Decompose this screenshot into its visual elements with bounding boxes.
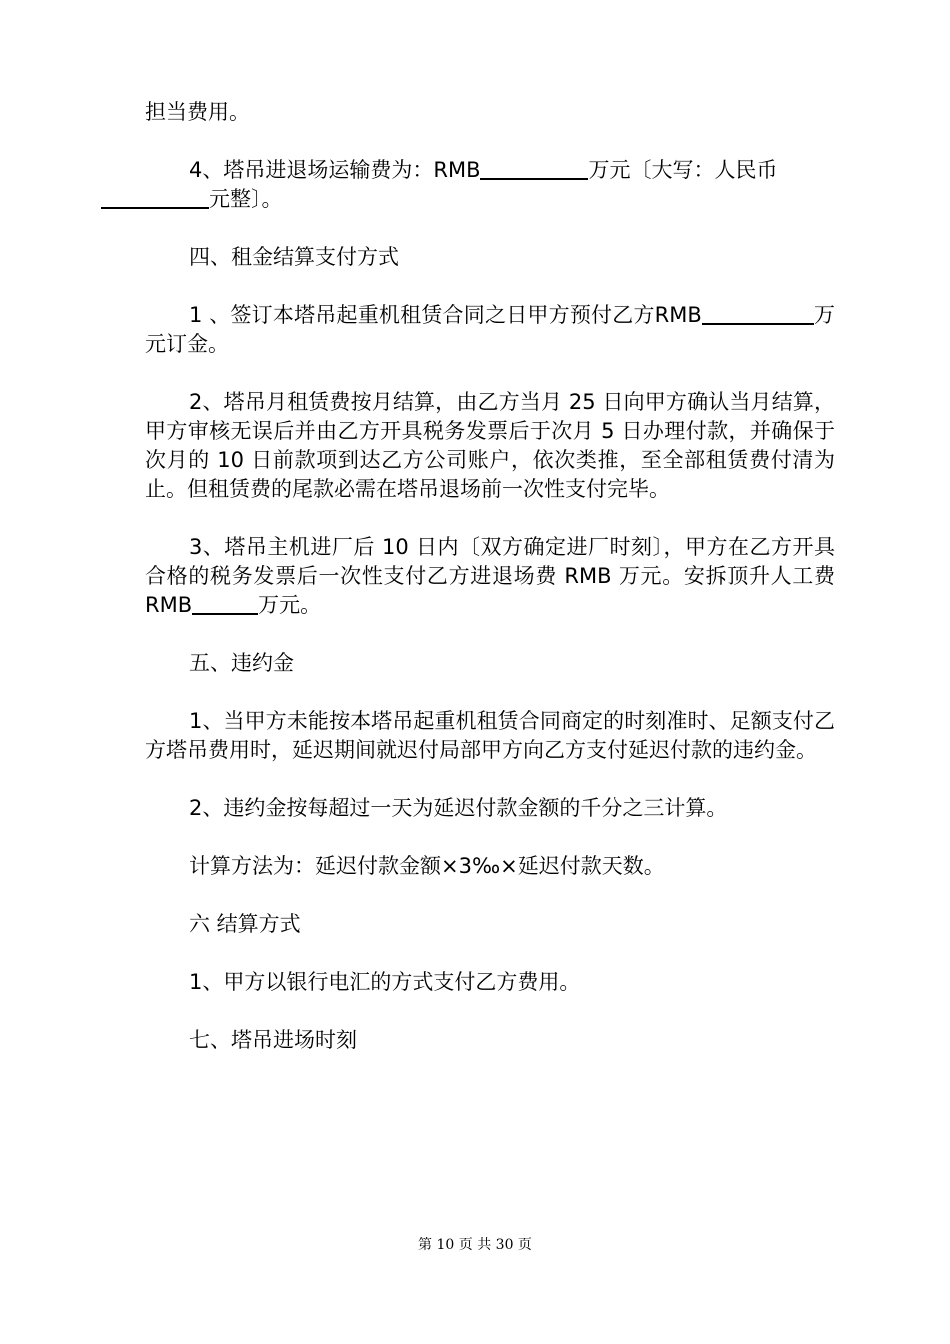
- paragraph-calculation-method: [145, 852, 835, 881]
- paragraph-text: 万元〔大写：人民币: [588, 158, 778, 182]
- heading-text: 四、租金结算支付方式: [189, 245, 399, 269]
- paragraph-transport-fee: [145, 156, 835, 214]
- section-heading-settlement: [145, 910, 835, 939]
- paragraph-entry-fee: [145, 533, 835, 620]
- paragraph-deposit: [145, 301, 835, 359]
- paragraph-text: 元整〕。: [209, 187, 283, 211]
- paragraph-continuation: [145, 98, 835, 127]
- page-footer: [0, 1236, 950, 1254]
- fill-blank: [480, 156, 588, 180]
- paragraph-text: 1 、签订本塔吊起重机租赁合同之日甲方预付乙方RMB: [189, 303, 702, 327]
- heading-text: 五、违约金: [189, 651, 294, 675]
- paragraph-monthly-settlement: [145, 388, 835, 504]
- paragraph-text: 3、塔吊主机进厂后 10 日内〔双方确定进厂时刻〕，甲方在乙方开具合格的税务发票后一次性支付乙方进退场费 RMB 万元。安拆顶升人工费 RMB: [145, 535, 835, 617]
- paragraph-text: 1、当甲方未能按本塔吊起重机租赁合同商定的时刻准时、足额支付乙方塔吊费用时，延迟期间就迟付局部甲方向乙方支付延迟付款的违约金。: [145, 709, 835, 762]
- paragraph-wire-transfer: [145, 968, 835, 997]
- paragraph-text: 4、塔吊进退场运输费为：RMB: [189, 158, 481, 182]
- fill-blank: [192, 591, 258, 615]
- heading-text: 七、塔吊进场时刻: [189, 1028, 357, 1052]
- section-heading-penalty: [145, 649, 835, 678]
- fill-blank: [702, 301, 814, 325]
- page-number: 第 10 页 共 30 页: [418, 1237, 532, 1253]
- heading-text: 六 结算方式: [189, 912, 301, 936]
- paragraph-late-payment: [145, 707, 835, 765]
- fill-blank: [101, 185, 209, 209]
- paragraph-text: 计算方法为：延迟付款金额×3‰×延迟付款天数。: [189, 854, 665, 878]
- document-body: [145, 98, 835, 1084]
- paragraph-text: 万元。: [258, 593, 322, 617]
- paragraph-text: 担当费用。: [145, 100, 250, 124]
- paragraph-text: 1、甲方以银行电汇的方式支付乙方费用。: [189, 970, 581, 994]
- paragraph-text: 2、塔吊月租赁费按月结算，由乙方当月 25 日向甲方确认当月结算，甲方审核无误后并由乙方开具税务发票后于次月 5 日办理付款，并确保于次月的 10 日前款项到达乙方公司账户，依次类推，至全部租赁费付清为止。但租赁费的尾款必需在塔吊退场前一次性支付完毕。: [145, 390, 835, 501]
- section-heading-payment: [145, 243, 835, 272]
- section-heading-entry-time: [145, 1026, 835, 1055]
- paragraph-penalty-rate: [145, 794, 835, 823]
- paragraph-text: 万元订金。: [145, 303, 836, 356]
- paragraph-text: 2、违约金按每超过一天为延迟付款金额的千分之三计算。: [189, 796, 728, 820]
